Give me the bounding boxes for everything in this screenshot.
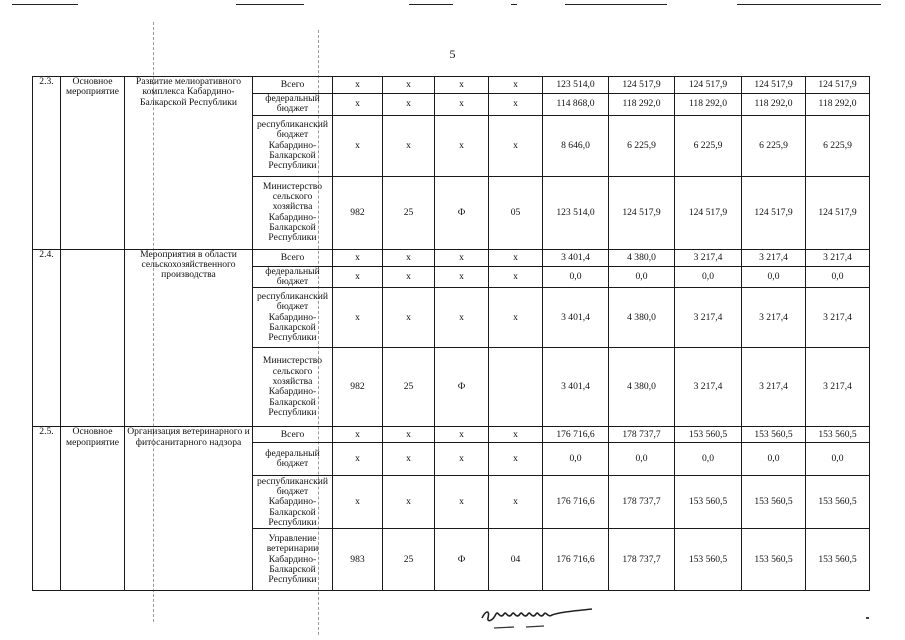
year-amount: 124 517,9 bbox=[806, 176, 870, 249]
year-amount: 8 646,0 bbox=[543, 115, 609, 176]
year-amount: 4 380,0 bbox=[609, 348, 675, 427]
funding-source: республиканский бюджет Кабардино-Балкарской Республики bbox=[253, 288, 333, 348]
rz-pr-code: x bbox=[383, 249, 435, 266]
year-amount: 3 401,4 bbox=[543, 249, 609, 266]
grbs-code: x bbox=[333, 77, 383, 94]
year-amount: 0,0 bbox=[609, 266, 675, 288]
year-amount: 153 560,5 bbox=[806, 529, 870, 591]
grbs-code: x bbox=[333, 288, 383, 348]
cs-code: x bbox=[435, 266, 489, 288]
rz-pr-code: 25 bbox=[383, 176, 435, 249]
year-amount: 3 217,4 bbox=[742, 288, 806, 348]
year-amount: 124 517,9 bbox=[675, 176, 742, 249]
scan-top-line bbox=[511, 4, 517, 5]
year-amount: 178 737,7 bbox=[609, 529, 675, 591]
grbs-code: x bbox=[333, 249, 383, 266]
year-amount: 6 225,9 bbox=[742, 115, 806, 176]
vr-code: x bbox=[489, 94, 543, 116]
year-amount: 153 560,5 bbox=[742, 427, 806, 443]
year-amount: 3 217,4 bbox=[742, 249, 806, 266]
year-amount: 3 217,4 bbox=[675, 288, 742, 348]
vr-code: x bbox=[489, 443, 543, 476]
year-amount: 153 560,5 bbox=[806, 476, 870, 529]
grbs-code: x bbox=[333, 266, 383, 288]
rz-pr-code: 25 bbox=[383, 348, 435, 427]
year-amount: 4 380,0 bbox=[609, 288, 675, 348]
scan-dot bbox=[866, 617, 869, 619]
cs-code: x bbox=[435, 427, 489, 443]
year-amount: 6 225,9 bbox=[806, 115, 870, 176]
funding-source: республиканский бюджет Кабардино-Балкарской Республики bbox=[253, 476, 333, 529]
budget-table bbox=[32, 76, 870, 591]
rz-pr-code: x bbox=[383, 427, 435, 443]
year-amount: 3 401,4 bbox=[543, 348, 609, 427]
year-amount: 3 217,4 bbox=[675, 348, 742, 427]
year-amount: 118 292,0 bbox=[806, 94, 870, 116]
year-amount: 0,0 bbox=[675, 266, 742, 288]
funding-source: Министерство сельского хозяйства Кабардино-Балкарской Республики bbox=[253, 348, 333, 427]
item-title: Мероприятия в области сельскохозяйственного производства bbox=[125, 249, 253, 427]
year-amount: 0,0 bbox=[806, 266, 870, 288]
rz-pr-code: 25 bbox=[383, 529, 435, 591]
year-amount: 124 517,9 bbox=[609, 176, 675, 249]
year-amount: 123 514,0 bbox=[543, 176, 609, 249]
year-amount: 124 517,9 bbox=[675, 77, 742, 94]
cs-code: x bbox=[435, 288, 489, 348]
vr-code: x bbox=[489, 115, 543, 176]
year-amount: 178 737,7 bbox=[609, 427, 675, 443]
funding-source: Управление ветеринарии Кабардино-Балкарской Республики bbox=[253, 529, 333, 591]
year-amount: 176 716,6 bbox=[543, 529, 609, 591]
signature-mark bbox=[478, 600, 598, 634]
vr-code: x bbox=[489, 77, 543, 94]
scan-top-line bbox=[236, 4, 304, 5]
vr-code: x bbox=[489, 427, 543, 443]
cs-code: x bbox=[435, 249, 489, 266]
item-status: Основное мероприятие bbox=[61, 77, 125, 250]
year-amount: 3 217,4 bbox=[806, 288, 870, 348]
scan-top-line bbox=[12, 4, 78, 5]
item-number: 2.3. bbox=[33, 77, 61, 250]
year-amount: 118 292,0 bbox=[609, 94, 675, 116]
table-row bbox=[33, 249, 870, 266]
grbs-code: x bbox=[333, 476, 383, 529]
year-amount: 153 560,5 bbox=[675, 529, 742, 591]
vr-code: x bbox=[489, 476, 543, 529]
rz-pr-code: x bbox=[383, 476, 435, 529]
cs-code: x bbox=[435, 77, 489, 94]
funding-source: Министерство сельского хозяйства Кабардино-Балкарской Республики bbox=[253, 176, 333, 249]
year-amount: 124 517,9 bbox=[742, 176, 806, 249]
vr-code: 05 bbox=[489, 176, 543, 249]
cs-code: x bbox=[435, 94, 489, 116]
funding-source: республиканский бюджет Кабардино-Балкарской Республики bbox=[253, 115, 333, 176]
scan-top-line bbox=[737, 4, 881, 5]
grbs-code: 983 bbox=[333, 529, 383, 591]
cs-code: Ф bbox=[435, 176, 489, 249]
year-amount: 3 217,4 bbox=[806, 348, 870, 427]
vr-code: 04 bbox=[489, 529, 543, 591]
cs-code: x bbox=[435, 443, 489, 476]
year-amount: 0,0 bbox=[609, 443, 675, 476]
rz-pr-code: x bbox=[383, 77, 435, 94]
cs-code: Ф bbox=[435, 348, 489, 427]
cs-code: x bbox=[435, 115, 489, 176]
funding-source: Всего bbox=[253, 249, 333, 266]
year-amount: 176 716,6 bbox=[543, 476, 609, 529]
grbs-code: x bbox=[333, 115, 383, 176]
vr-code bbox=[489, 348, 543, 427]
year-amount: 6 225,9 bbox=[675, 115, 742, 176]
year-amount: 124 517,9 bbox=[806, 77, 870, 94]
item-status bbox=[61, 249, 125, 427]
year-amount: 153 560,5 bbox=[742, 476, 806, 529]
year-amount: 3 217,4 bbox=[742, 348, 806, 427]
grbs-code: 982 bbox=[333, 176, 383, 249]
cs-code: Ф bbox=[435, 529, 489, 591]
year-amount: 0,0 bbox=[742, 266, 806, 288]
year-amount: 3 217,4 bbox=[675, 249, 742, 266]
year-amount: 124 517,9 bbox=[742, 77, 806, 94]
year-amount: 3 401,4 bbox=[543, 288, 609, 348]
year-amount: 153 560,5 bbox=[742, 529, 806, 591]
year-amount: 118 292,0 bbox=[675, 94, 742, 116]
year-amount: 118 292,0 bbox=[742, 94, 806, 116]
rz-pr-code: x bbox=[383, 266, 435, 288]
funding-source: федеральный бюджет bbox=[253, 266, 333, 288]
item-status: Основное мероприятие bbox=[61, 427, 125, 591]
table-row bbox=[33, 77, 870, 94]
rz-pr-code: x bbox=[383, 443, 435, 476]
item-number: 2.4. bbox=[33, 249, 61, 427]
item-number: 2.5. bbox=[33, 427, 61, 591]
year-amount: 178 737,7 bbox=[609, 476, 675, 529]
rz-pr-code: x bbox=[383, 288, 435, 348]
year-amount: 153 560,5 bbox=[675, 476, 742, 529]
grbs-code: 982 bbox=[333, 348, 383, 427]
year-amount: 4 380,0 bbox=[609, 249, 675, 266]
scan-top-line bbox=[565, 4, 667, 5]
year-amount: 123 514,0 bbox=[543, 77, 609, 94]
cs-code: x bbox=[435, 476, 489, 529]
rz-pr-code: x bbox=[383, 115, 435, 176]
grbs-code: x bbox=[333, 94, 383, 116]
table-row bbox=[33, 427, 870, 443]
year-amount: 0,0 bbox=[806, 443, 870, 476]
year-amount: 6 225,9 bbox=[609, 115, 675, 176]
vr-code: x bbox=[489, 249, 543, 266]
year-amount: 176 716,6 bbox=[543, 427, 609, 443]
year-amount: 124 517,9 bbox=[609, 77, 675, 94]
vr-code: x bbox=[489, 266, 543, 288]
funding-source: Всего bbox=[253, 427, 333, 443]
year-amount: 153 560,5 bbox=[675, 427, 742, 443]
funding-source: Всего bbox=[253, 77, 333, 94]
grbs-code: x bbox=[333, 443, 383, 476]
item-title: Развитие мелиоративного комплекса Кабардино-Балкарской Республики bbox=[125, 77, 253, 250]
grbs-code: x bbox=[333, 427, 383, 443]
year-amount: 0,0 bbox=[742, 443, 806, 476]
scan-top-line bbox=[409, 4, 453, 5]
funding-source: федеральный бюджет bbox=[253, 443, 333, 476]
year-amount: 114 868,0 bbox=[543, 94, 609, 116]
vr-code: x bbox=[489, 288, 543, 348]
year-amount: 153 560,5 bbox=[806, 427, 870, 443]
item-title: Организация ветеринарного и фитосанитарного надзора bbox=[125, 427, 253, 591]
year-amount: 0,0 bbox=[675, 443, 742, 476]
year-amount: 0,0 bbox=[543, 443, 609, 476]
year-amount: 3 217,4 bbox=[806, 249, 870, 266]
page-number: 5 bbox=[449, 47, 456, 61]
year-amount: 0,0 bbox=[543, 266, 609, 288]
rz-pr-code: x bbox=[383, 94, 435, 116]
funding-source: федеральный бюджет bbox=[253, 94, 333, 116]
